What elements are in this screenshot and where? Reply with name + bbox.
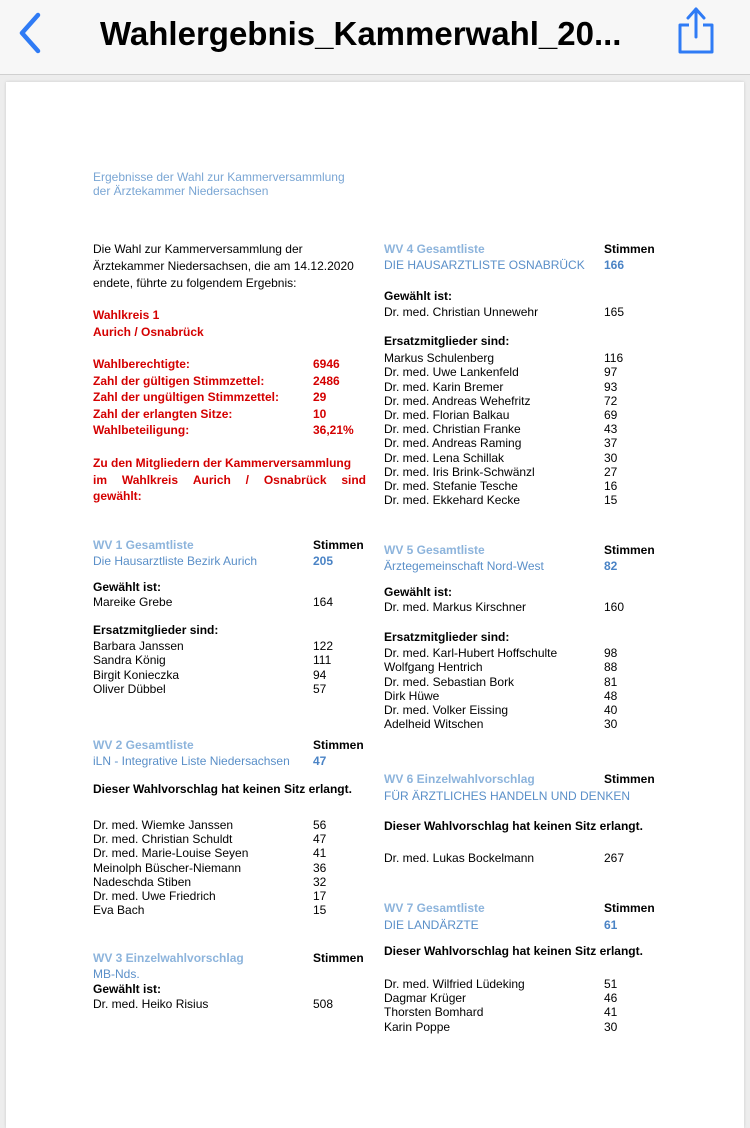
chevron-left-icon xyxy=(14,12,46,54)
list-item xyxy=(384,451,664,465)
list-item xyxy=(384,703,664,717)
candidate-votes: 30 xyxy=(604,450,618,465)
list-item xyxy=(384,351,664,365)
wv-total-votes: 205 xyxy=(313,554,334,568)
header-line-1: Ergebnisse der Wahl zur Kammerversammlung xyxy=(93,170,345,184)
wv4-header xyxy=(384,242,664,258)
list-item xyxy=(384,479,664,493)
candidate-votes: 97 xyxy=(604,365,618,380)
stat-row xyxy=(93,422,368,439)
members-word: Wahlkreis xyxy=(121,472,179,487)
wv-list-name: iLN - Integrative Liste Niedersachsen xyxy=(93,754,290,768)
elected-label: Gewählt ist: xyxy=(93,580,162,594)
wv1-section xyxy=(93,538,373,696)
wv-total-votes: 82 xyxy=(604,559,618,573)
list-item xyxy=(93,653,373,667)
candidate-votes: 36 xyxy=(313,860,327,875)
members-word: im xyxy=(93,472,108,487)
stat-value: 36,21% xyxy=(313,423,354,437)
candidate-votes: 30 xyxy=(604,717,618,732)
candidate-votes: 93 xyxy=(604,379,618,394)
elected-label: Gewählt ist: xyxy=(93,982,162,996)
members-line xyxy=(93,472,366,489)
list-item xyxy=(93,889,373,903)
wv7-header xyxy=(384,901,674,918)
list-item xyxy=(93,639,373,653)
wv-list-name: FÜR ÄRZTLICHES HANDELN UND DENKEN xyxy=(384,789,631,803)
stat-value: 10 xyxy=(313,406,327,421)
candidate-votes: 27 xyxy=(604,464,618,479)
list-item xyxy=(384,380,664,394)
candidate-votes: 41 xyxy=(604,1005,618,1020)
candidate-name: Dr. med. Lukas Bockelmann xyxy=(384,851,535,865)
wv-title: WV 3 Einzelwahlvorschlag xyxy=(93,951,244,965)
stimmen-label: Stimmen xyxy=(604,543,655,557)
candidate-name: Dr. med. Wilfried Lüdeking xyxy=(384,977,525,991)
list-item xyxy=(384,689,664,703)
top-bar xyxy=(0,0,750,75)
members-line: Zu den Mitgliedern der Kammerversammlung xyxy=(93,456,352,470)
wv-list-name: Die Hausarztliste Bezirk Aurich xyxy=(93,554,258,568)
candidate-name: Dr. med. Karin Bremer xyxy=(384,379,504,394)
intro-line: Die Wahl zur Kammerversammlung der xyxy=(93,242,303,256)
list-item xyxy=(384,1020,674,1034)
stimmen-label: Stimmen xyxy=(313,538,364,552)
candidate-name: Mareike Grebe xyxy=(93,595,173,609)
list-item xyxy=(384,600,664,614)
candidate-votes: 30 xyxy=(604,1019,618,1034)
stat-row xyxy=(93,356,368,373)
list-item xyxy=(93,595,373,609)
wv-total-votes: 61 xyxy=(604,918,618,932)
candidate-name: Meinolph Büscher-Niemann xyxy=(93,860,242,875)
candidate-votes: 81 xyxy=(604,674,618,689)
wahlkreis-name: Aurich / Osnabrück xyxy=(93,324,204,339)
list-item xyxy=(384,422,664,436)
candidate-name: Dr. med. Wiemke Janssen xyxy=(93,818,234,832)
wv4-list-name-row xyxy=(384,258,664,274)
stat-label: Zahl der erlangten Sitze: xyxy=(93,406,233,421)
stat-value: 2486 xyxy=(313,373,340,388)
header-line-2: der Ärztekammer Niedersachsen xyxy=(93,184,269,198)
wv-title: WV 1 Gesamtliste xyxy=(93,538,194,552)
stat-label: Zahl der gültigen Stimmzettel: xyxy=(93,373,265,388)
list-item xyxy=(93,668,373,682)
list-item xyxy=(384,394,664,408)
stat-row xyxy=(93,406,368,423)
candidate-votes: 16 xyxy=(604,478,618,493)
list-item xyxy=(93,832,373,846)
wv-total-votes: 47 xyxy=(313,754,327,768)
list-item xyxy=(93,997,373,1011)
candidate-votes: 41 xyxy=(313,846,327,861)
list-item xyxy=(384,493,664,507)
list-item xyxy=(93,903,373,917)
list-item xyxy=(384,1005,674,1019)
wv6-section xyxy=(384,772,674,865)
candidate-votes: 56 xyxy=(313,818,327,832)
substitutes-label: Ersatzmitglieder sind: xyxy=(384,630,510,645)
candidate-name: Dr. med. Uwe Lankenfeld xyxy=(384,365,519,380)
candidate-votes: 122 xyxy=(313,639,334,654)
candidate-name: Dr. med. Markus Kirschner xyxy=(384,600,527,614)
members-statement xyxy=(93,455,366,505)
wv3-header xyxy=(93,951,373,967)
stimmen-label: Stimmen xyxy=(313,951,364,965)
wv2-header xyxy=(93,738,373,754)
back-button[interactable] xyxy=(14,12,46,54)
stat-value: 29 xyxy=(313,390,327,404)
list-item xyxy=(384,717,664,731)
candidate-votes: 15 xyxy=(604,493,618,508)
list-item xyxy=(384,660,664,674)
candidate-name: Dr. med. Christian Unnewehr xyxy=(384,305,539,319)
wv1-list-name-row xyxy=(93,554,373,570)
share-icon xyxy=(674,5,718,57)
wv7-section xyxy=(384,901,674,1034)
wv-list-name: Ärztegemeinschaft Nord-West xyxy=(384,559,544,573)
candidate-name: Dr. med. Ekkehard Kecke xyxy=(384,493,521,508)
candidate-votes: 51 xyxy=(604,977,618,991)
list-item xyxy=(384,436,664,450)
list-item xyxy=(93,846,373,860)
candidate-votes: 15 xyxy=(313,903,327,918)
candidate-name: Eva Bach xyxy=(93,903,145,918)
candidate-votes: 164 xyxy=(313,595,334,609)
candidate-name: Wolfgang Hentrich xyxy=(384,660,483,675)
wv3-section xyxy=(93,951,373,1011)
candidate-name: Dr. med. Andreas Wehefritz xyxy=(384,393,531,408)
candidate-name: Barbara Janssen xyxy=(93,639,184,654)
list-item xyxy=(384,646,664,660)
candidate-votes: 32 xyxy=(313,874,327,889)
list-item xyxy=(93,818,373,832)
candidate-name: Dirk Hüwe xyxy=(384,688,440,703)
candidate-votes: 47 xyxy=(313,832,327,847)
wv5-list-name-row xyxy=(384,559,664,575)
elected-label: Gewählt ist: xyxy=(384,289,453,303)
intro-line: Ärztekammer Niedersachsen, die am 14.12.2020 xyxy=(93,259,354,273)
list-item xyxy=(384,305,664,319)
no-seat-label: Dieser Wahlvorschlag hat keinen Sitz erlangt. xyxy=(384,819,643,833)
list-item xyxy=(384,675,664,689)
candidate-name: Dr. med. Lena Schillak xyxy=(384,450,505,465)
candidate-votes: 72 xyxy=(604,393,618,408)
candidate-votes: 160 xyxy=(604,600,625,614)
intro-line: endete, führte zu folgendem Ergebnis: xyxy=(93,276,297,290)
candidate-name: Thorsten Bomhard xyxy=(384,1005,484,1020)
candidate-votes: 57 xyxy=(313,681,327,696)
wv2-list-name-row xyxy=(93,754,373,770)
intro-text xyxy=(93,241,354,292)
list-item xyxy=(93,682,373,696)
wv-list-name: DIE HAUSARZTLISTE OSNABRÜCK xyxy=(384,258,585,272)
candidate-votes: 46 xyxy=(604,991,618,1006)
stats-table xyxy=(93,356,368,439)
wv7-list-name-row xyxy=(384,918,674,934)
stimmen-label: Stimmen xyxy=(604,772,655,786)
candidate-votes: 267 xyxy=(604,851,625,865)
candidate-votes: 98 xyxy=(604,646,618,661)
wv-title: WV 4 Gesamtliste xyxy=(384,242,485,256)
candidate-name: Dr. med. Christian Schuldt xyxy=(93,832,233,847)
list-item xyxy=(384,991,674,1005)
wv6-header xyxy=(384,772,674,789)
wv1-header xyxy=(93,538,373,554)
wv-total-votes: 166 xyxy=(604,258,625,272)
stimmen-label: Stimmen xyxy=(604,901,655,915)
candidate-name: Dr. med. Volker Eissing xyxy=(384,702,509,717)
substitutes-label: Ersatzmitglieder sind: xyxy=(93,623,219,638)
candidate-name: Karin Poppe xyxy=(384,1019,451,1034)
candidate-votes: 48 xyxy=(604,688,618,703)
candidate-name: Dr. med. Sebastian Bork xyxy=(384,674,515,689)
wv5-header xyxy=(384,543,664,559)
stat-value: 6946 xyxy=(313,357,340,371)
candidate-name: Birgit Konieczka xyxy=(93,667,180,682)
list-item xyxy=(93,861,373,875)
elected-label: Gewählt ist: xyxy=(384,585,453,599)
candidate-name: Dr. med. Andreas Raming xyxy=(384,436,522,451)
candidate-votes: 165 xyxy=(604,305,625,319)
candidate-name: Dr. med. Christian Franke xyxy=(384,422,521,437)
stimmen-label: Stimmen xyxy=(313,738,364,752)
stat-row xyxy=(93,373,368,390)
candidate-votes: 508 xyxy=(313,997,334,1011)
substitutes-label: Ersatzmitglieder sind: xyxy=(384,334,510,349)
members-line: gewählt: xyxy=(93,489,142,503)
wv5-section xyxy=(384,543,664,731)
list-item xyxy=(384,465,664,479)
list-item xyxy=(93,875,373,889)
wahlkreis-number: Wahlkreis 1 xyxy=(93,308,160,322)
candidate-name: Markus Schulenberg xyxy=(384,351,495,366)
candidate-name: Dr. med. Karl-Hubert Hoffschulte xyxy=(384,646,558,661)
wv2-section xyxy=(93,738,373,917)
members-word: / xyxy=(245,472,250,487)
share-button[interactable] xyxy=(674,5,718,57)
wv-title: WV 6 Einzelwahlvorschlag xyxy=(384,772,535,786)
list-item xyxy=(384,851,674,865)
candidate-name: Dr. med. Stefanie Tesche xyxy=(384,478,518,493)
candidate-name: Dagmar Krüger xyxy=(384,991,467,1006)
candidate-votes: 17 xyxy=(313,888,327,903)
stimmen-label: Stimmen xyxy=(604,242,655,256)
candidate-name: Dr. med. Iris Brink-Schwänzl xyxy=(384,464,535,479)
candidate-votes: 116 xyxy=(604,351,624,366)
members-word: sind xyxy=(341,472,366,487)
list-item xyxy=(384,977,674,991)
wv-title: WV 2 Gesamtliste xyxy=(93,738,194,752)
list-item xyxy=(384,365,664,379)
stat-label: Wahlbeteiligung: xyxy=(93,423,190,437)
candidate-name: Dr. med. Marie-Louise Seyen xyxy=(93,846,249,861)
members-word: Osnabrück xyxy=(263,472,327,487)
candidate-votes: 111 xyxy=(313,653,332,668)
candidate-votes: 37 xyxy=(604,436,618,451)
candidate-votes: 43 xyxy=(604,422,618,437)
candidate-name: Adelheid Witschen xyxy=(384,717,484,732)
document-title: Wahlergebnis_Kammerwahl_20... xyxy=(100,15,622,52)
candidate-name: Oliver Dübbel xyxy=(93,681,166,696)
wv4-section xyxy=(384,242,664,507)
stat-label: Zahl der ungültigen Stimmzettel: xyxy=(93,390,280,404)
document-page[interactable] xyxy=(6,82,744,1128)
candidate-votes: 88 xyxy=(604,660,618,675)
candidate-name: Dr. med. Florian Balkau xyxy=(384,407,510,422)
stat-row xyxy=(93,389,368,406)
candidate-votes: 69 xyxy=(604,407,618,422)
wv-list-name: DIE LANDÄRZTE xyxy=(384,918,479,932)
wv-title: WV 5 Gesamtliste xyxy=(384,543,485,557)
wahlkreis-heading xyxy=(93,307,204,340)
stat-label: Wahlberechtigte: xyxy=(93,357,190,371)
candidate-votes: 40 xyxy=(604,702,618,717)
list-item xyxy=(384,408,664,422)
no-seat-label: Dieser Wahlvorschlag hat keinen Sitz erlangt. xyxy=(384,944,643,958)
candidate-name: Sandra König xyxy=(93,653,166,668)
candidate-name: Dr. med. Heiko Risius xyxy=(93,997,209,1011)
candidate-name: Dr. med. Uwe Friedrich xyxy=(93,888,216,903)
no-seat-label: Dieser Wahlvorschlag hat keinen Sitz erlangt. xyxy=(93,782,352,796)
candidate-name: Nadeschda Stiben xyxy=(93,874,192,889)
members-word: Aurich xyxy=(192,472,231,487)
wv-title: WV 7 Gesamtliste xyxy=(384,901,485,915)
wv-list-name: MB-Nds. xyxy=(93,967,140,981)
candidate-votes: 94 xyxy=(313,667,327,682)
